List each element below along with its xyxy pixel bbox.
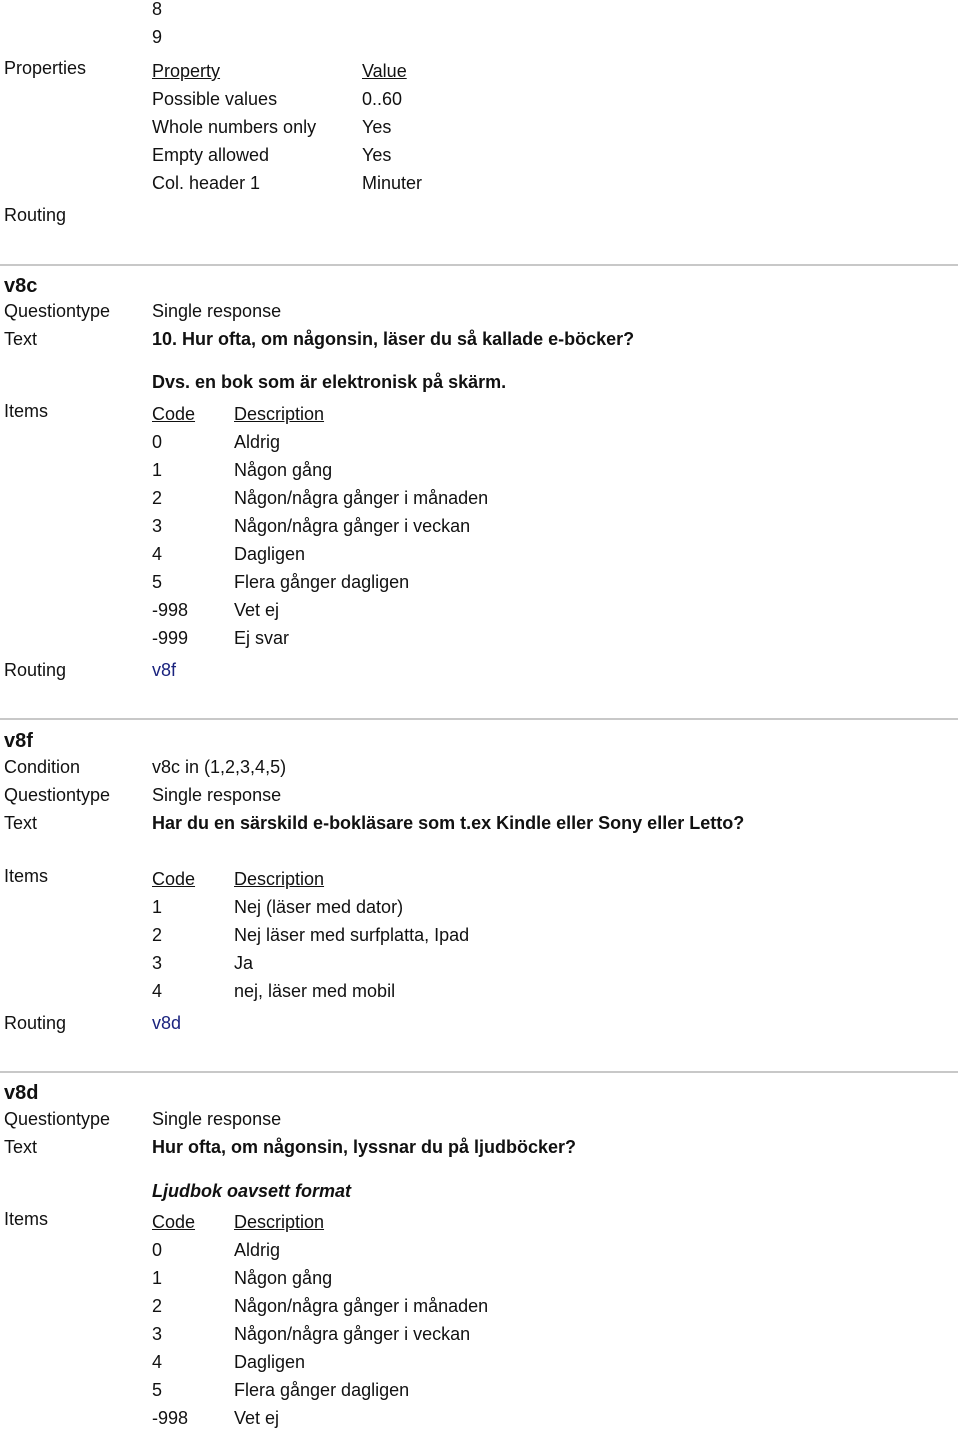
section-divider xyxy=(0,264,958,266)
description-header: Description xyxy=(234,404,325,424)
item-description: Dagligen xyxy=(234,544,306,564)
question-text: Hur ofta, om någonsin, lyssnar du på ljudböcker? xyxy=(152,1137,577,1157)
item-code: 1 xyxy=(152,897,163,917)
text-label: Text xyxy=(4,813,38,833)
question-id: v8c xyxy=(4,275,38,297)
routing-label: Routing xyxy=(4,660,67,680)
description-header: Description xyxy=(234,869,325,889)
description-header: Description xyxy=(234,1212,325,1232)
item-code: 2 xyxy=(152,925,163,945)
question-text: Har du en särskild e-bokläsare som t.ex Kindle eller Sony eller Letto? xyxy=(152,813,745,833)
item-code: 1 xyxy=(152,460,163,480)
item-code: 0 xyxy=(152,1240,163,1260)
properties-label: Properties xyxy=(4,58,87,78)
question-text: 10. Hur ofta, om någonsin, läser du så kallade e-böcker? xyxy=(152,329,635,349)
item-description: Någon/några gånger i månaden xyxy=(234,1296,489,1316)
item-code: -998 xyxy=(152,1408,189,1428)
text-label: Text xyxy=(4,1137,38,1157)
questiontype-value: Single response xyxy=(152,785,282,805)
item-code: 3 xyxy=(152,1324,163,1344)
item-description: Aldrig xyxy=(234,1240,281,1260)
item-code: 2 xyxy=(152,488,163,508)
condition-label: Condition xyxy=(4,757,81,777)
property-value: 0..60 xyxy=(362,89,403,109)
item-code: 1 xyxy=(152,1268,163,1288)
item-code: -998 xyxy=(152,600,189,620)
item-code: 4 xyxy=(152,544,163,564)
questiontype-label: Questiontype xyxy=(4,1109,111,1129)
item-description: Någon/några gånger i veckan xyxy=(234,1324,471,1344)
item-description: Ej svar xyxy=(234,628,290,648)
item-description: Aldrig xyxy=(234,432,281,452)
value-header: Value xyxy=(362,61,407,81)
top-value: 9 xyxy=(152,27,163,47)
routing-link[interactable]: v8d xyxy=(152,1013,182,1033)
items-label: Items xyxy=(4,866,49,886)
code-header: Code xyxy=(152,869,196,889)
question-text-note: Dvs. en bok som är elektronisk på skärm. xyxy=(152,372,507,392)
item-description: Dagligen xyxy=(234,1352,306,1372)
condition-value: v8c in (1,2,3,4,5) xyxy=(152,757,287,777)
questiontype-label: Questiontype xyxy=(4,785,111,805)
code-header: Code xyxy=(152,1212,196,1232)
question-text-note: Ljudbok oavsett format xyxy=(152,1181,352,1201)
item-code: 3 xyxy=(152,516,163,536)
items-label: Items xyxy=(4,1209,49,1229)
section-divider xyxy=(0,718,958,720)
item-description: Flera gånger dagligen xyxy=(234,572,410,592)
property-value: Yes xyxy=(362,117,392,137)
property-value: Minuter xyxy=(362,173,423,193)
item-code: 2 xyxy=(152,1296,163,1316)
item-description: nej, läser med mobil xyxy=(234,981,396,1001)
item-code: -999 xyxy=(152,628,189,648)
question-id: v8d xyxy=(4,1082,39,1104)
top-value: 8 xyxy=(152,0,163,19)
item-description: Någon/några gånger i veckan xyxy=(234,516,471,536)
item-code: 0 xyxy=(152,432,163,452)
item-code: 5 xyxy=(152,572,163,592)
questiontype-label: Questiontype xyxy=(4,301,111,321)
item-description: Vet ej xyxy=(234,1408,280,1428)
code-header: Code xyxy=(152,404,196,424)
property-header: Property xyxy=(152,61,221,81)
questiontype-value: Single response xyxy=(152,301,282,321)
property-value: Yes xyxy=(362,145,392,165)
routing-label: Routing xyxy=(4,205,67,225)
item-code: 4 xyxy=(152,1352,163,1372)
text-label: Text xyxy=(4,329,38,349)
item-code: 4 xyxy=(152,981,163,1001)
routing-label: Routing xyxy=(4,1013,67,1033)
item-code: 5 xyxy=(152,1380,163,1400)
item-description: Vet ej xyxy=(234,600,280,620)
item-description: Nej läser med surfplatta, Ipad xyxy=(234,925,470,945)
item-description: Någon gång xyxy=(234,1268,333,1288)
item-description: Nej (läser med dator) xyxy=(234,897,404,917)
property-name: Possible values xyxy=(152,89,278,109)
item-description: Någon gång xyxy=(234,460,333,480)
property-name: Whole numbers only xyxy=(152,117,317,137)
section-divider xyxy=(0,1071,958,1073)
property-name: Col. header 1 xyxy=(152,173,261,193)
questiontype-value: Single response xyxy=(152,1109,282,1129)
item-description: Någon/några gånger i månaden xyxy=(234,488,489,508)
routing-link[interactable]: v8f xyxy=(152,660,177,680)
item-description: Flera gånger dagligen xyxy=(234,1380,410,1400)
question-id: v8f xyxy=(4,730,33,752)
items-label: Items xyxy=(4,401,49,421)
item-code: 3 xyxy=(152,953,163,973)
property-name: Empty allowed xyxy=(152,145,270,165)
item-description: Ja xyxy=(234,953,254,973)
